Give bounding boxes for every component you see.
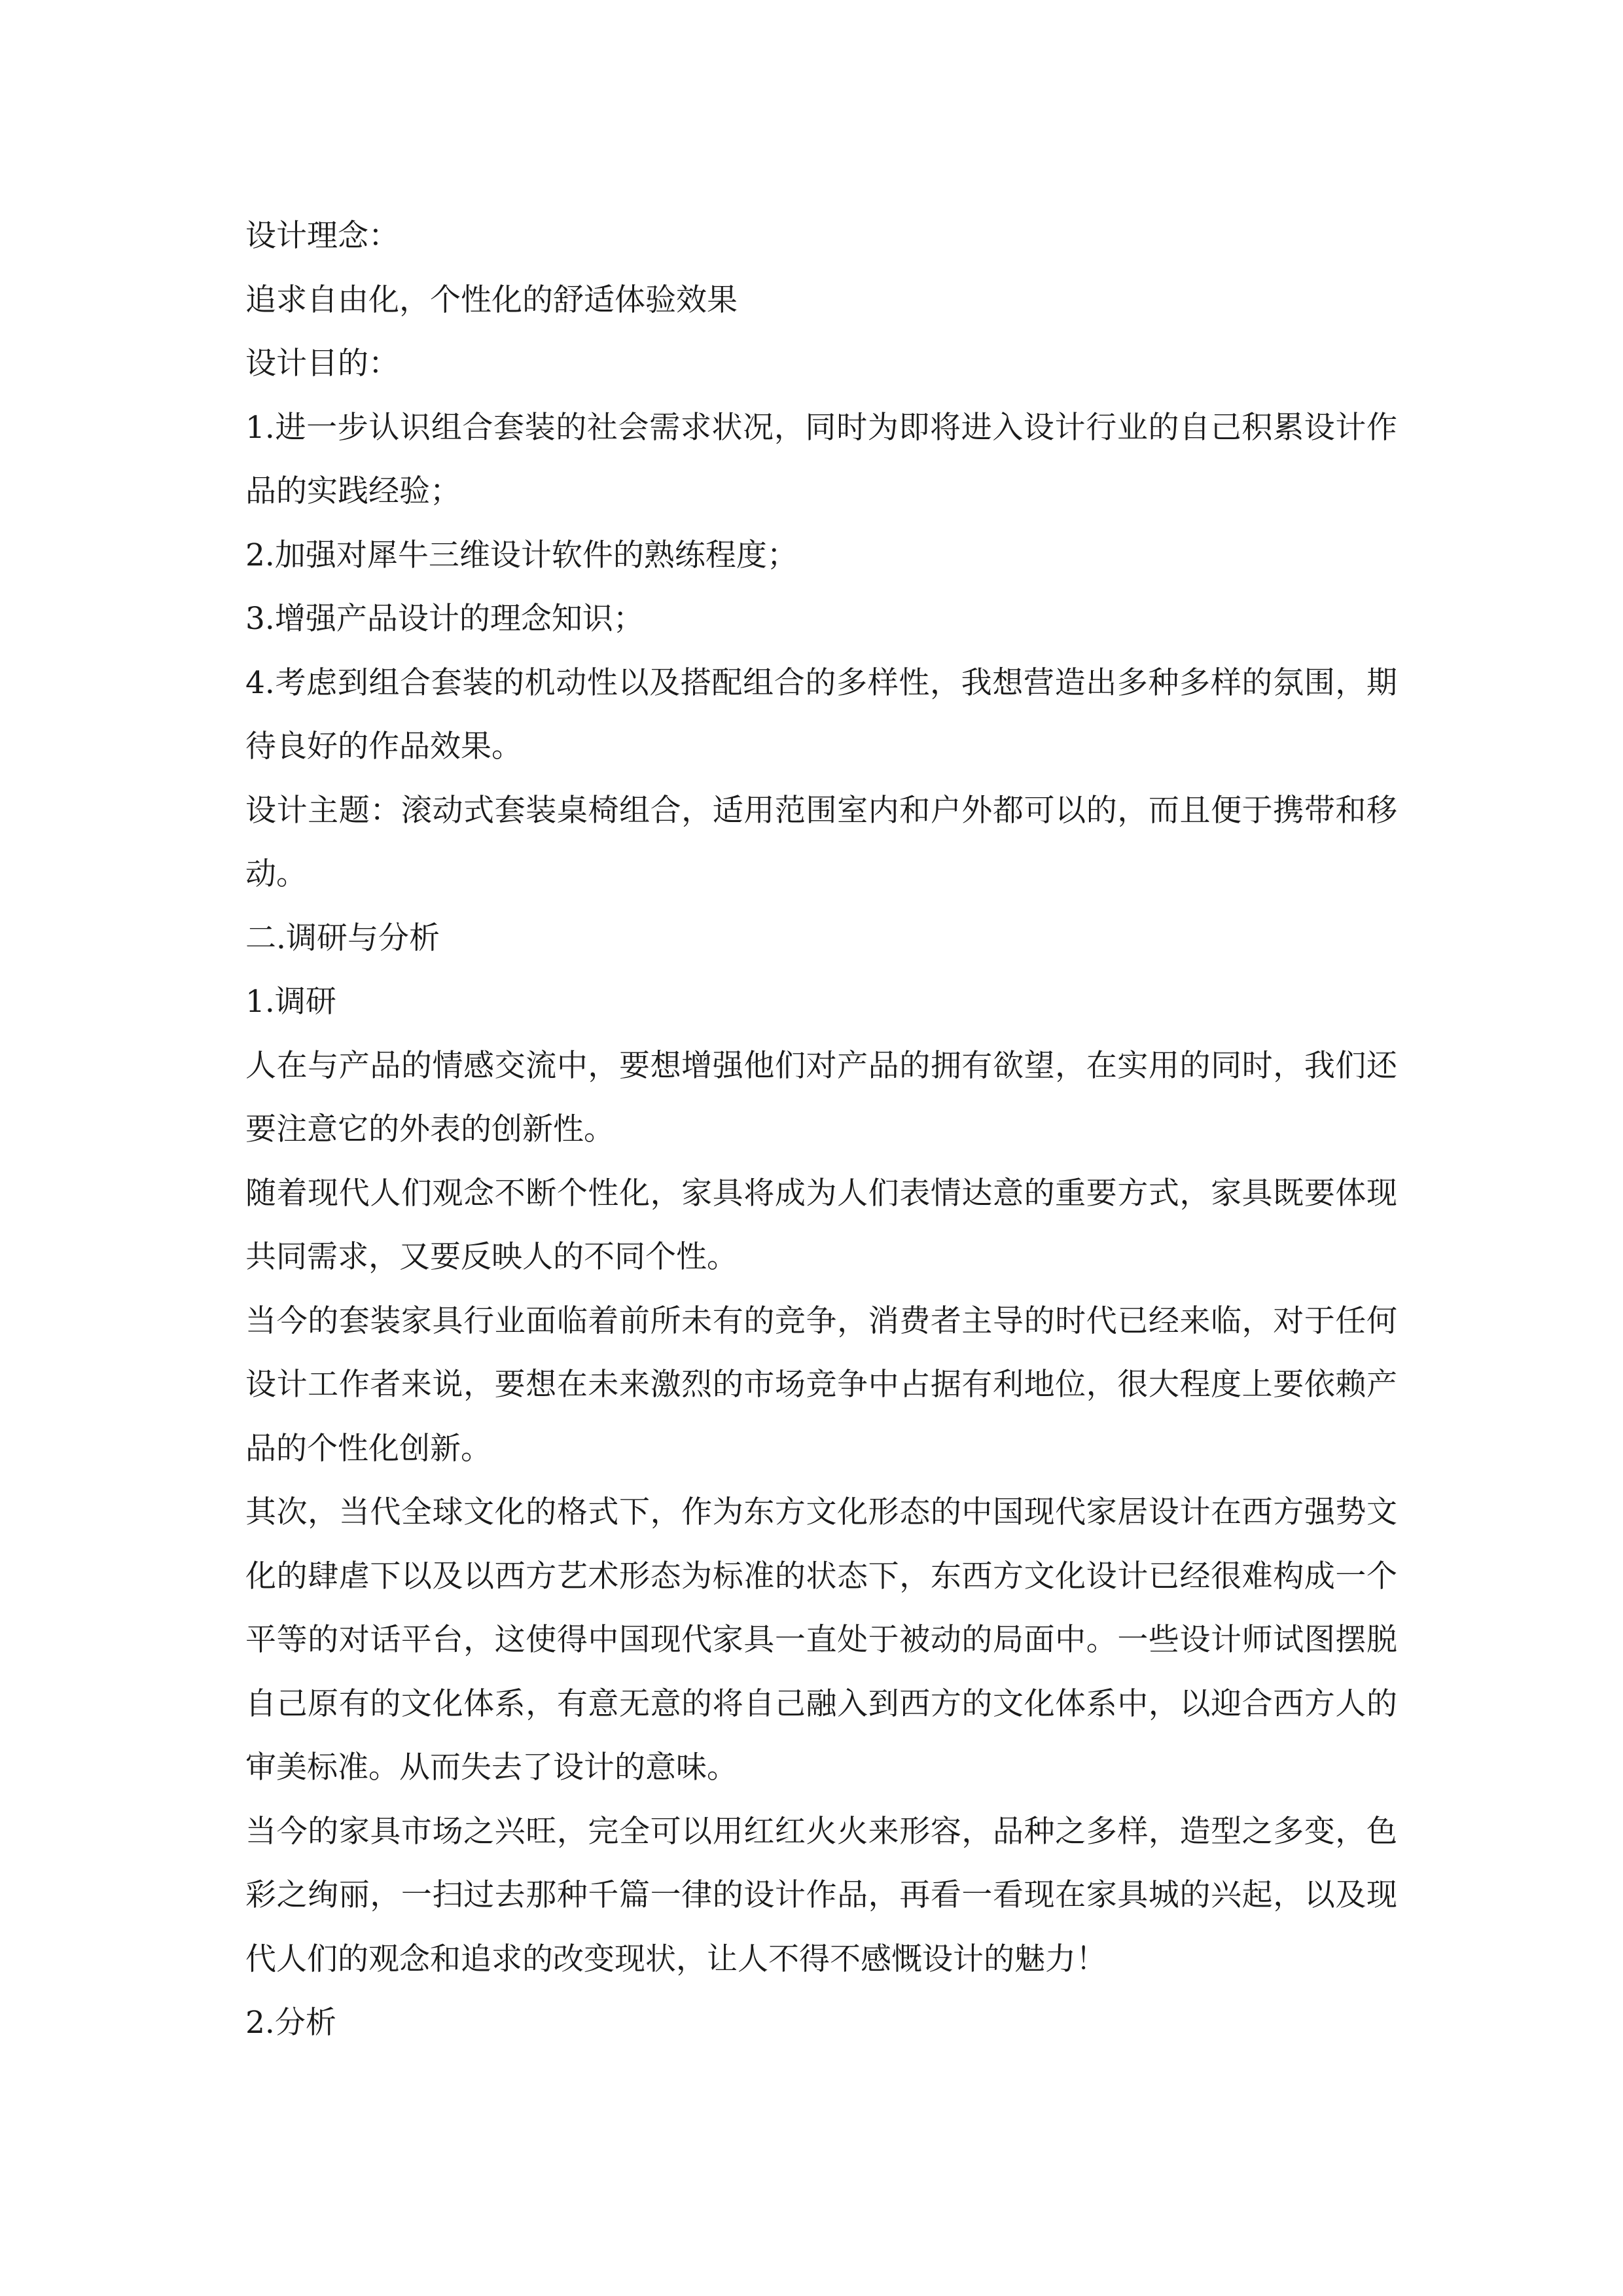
design-purpose-item-4: 4.考虑到组合套装的机动性以及搭配组合的多样性，我想营造出多种多样的氛围，期待良好的作品效果。 (245, 664, 1397, 764)
design-theme-paragraph: 设计主题：滚动式套装桌椅组合，适用范围室内和户外都可以的，而且便于携带和移动。 (245, 792, 1397, 892)
section-heading-research-analysis: 二.调研与分析 (245, 920, 440, 956)
document-body (245, 204, 1397, 2055)
research-paragraph-1: 人在与产品的情感交流中，要想增强他们对产品的拥有欲望，在实用的同时，我们还要注意它的外表的创新性。 (245, 1047, 1397, 1147)
research-paragraph-2: 随着现代人们观念不断个性化，家具将成为人们表情达意的重要方式，家具既要体现共同需求，又要反映人的不同个性。 (245, 1175, 1397, 1275)
design-concept-heading: 设计理念： (245, 218, 399, 254)
design-purpose-heading: 设计目的： (245, 346, 399, 382)
subsection-heading-research: 1.调研 (245, 984, 336, 1020)
design-concept-text: 追求自由化，个性化的舒适体验效果 (245, 281, 738, 318)
design-purpose-item-3: 3.增强产品设计的理念知识； (245, 601, 644, 637)
subsection-heading-analysis: 2.分析 (245, 2005, 336, 2041)
research-paragraph-4: 其次，当代全球文化的格式下，作为东方文化形态的中国现代家居设计在西方强势文化的肆虐下以及以西方艺术形态为标准的状态下，东西方文化设计已经很难构成一个平等的对话平台，这使得中国现代家具一直处于被动的局面中。一些设计师试图摆脱自己原有的文化体系，有意无意的将自己融入到西方的文化体系中，以迎合西方人的审美标准。从而失去了设计的意味。 (245, 1494, 1397, 1785)
design-purpose-item-1: 1.进一步认识组合套装的社会需求状况，同时为即将进入设计行业的自己积累设计作品的实践经验； (245, 409, 1397, 509)
design-purpose-item-2: 2.加强对犀牛三维设计软件的熟练程度； (245, 537, 798, 573)
research-paragraph-5: 当今的家具市场之兴旺，完全可以用红红火火来形容，品种之多样，造型之多变，色彩之绚丽，一扫过去那种千篇一律的设计作品，再看一看现在家具城的兴起，以及现代人们的观念和追求的改变现状，让人不得不感慨设计的魅力！ (245, 1813, 1397, 1977)
research-paragraph-3: 当今的套装家具行业面临着前所未有的竞争，消费者主导的时代已经来临，对于任何设计工作者来说，要想在未来激烈的市场竞争中占据有利地位，很大程度上要依赖产品的个性化创新。 (245, 1302, 1397, 1467)
